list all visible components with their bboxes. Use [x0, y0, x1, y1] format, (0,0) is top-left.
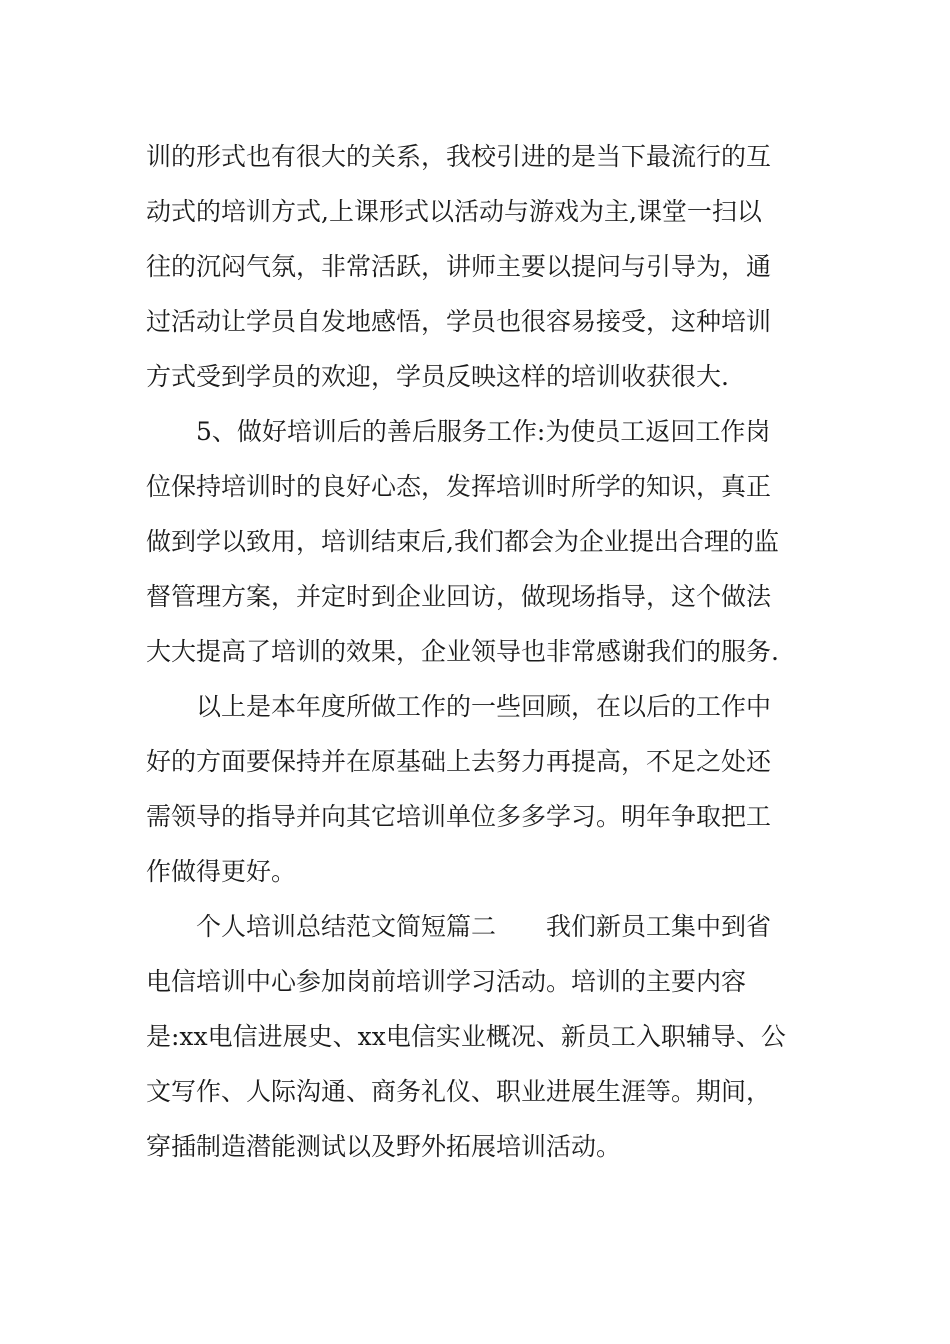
heading-line — [146, 899, 810, 954]
text-line: 做到学以致用，培训结束后,我们都会为企业提出合理的监 — [146, 527, 779, 556]
text-line: 穿插制造潜能测试以及野外拓展培训活动。 — [146, 1132, 622, 1161]
text-line: 训的形式也有很大的关系，我校引进的是当下最流行的互 — [146, 142, 772, 171]
text-line: 电信培训中心参加岗前培训学习活动。培训的主要内容 — [146, 967, 747, 996]
text-line: 以上是本年度所做工作的一些回顾，在以后的工作中 — [196, 692, 772, 721]
paragraph-3 — [146, 679, 810, 899]
text-line: 大大提高了培训的效果，企业领导也非常感谢我们的服务. — [146, 637, 779, 666]
text-line: 督管理方案，并定时到企业回访，做现场指导，这个做法 — [146, 582, 772, 611]
text-line: 作做得更好。 — [146, 857, 297, 886]
text-line: 好的方面要保持并在原基础上去努力再提高，不足之处还 — [146, 747, 772, 776]
text-line: 文写作、人际沟通、商务礼仪、职业进展生涯等。期间， — [146, 1077, 772, 1106]
text-line: 5、做好培训后的善后服务工作:为使员工返回工作岗 — [196, 417, 771, 446]
text-line: 方式受到学员的欢迎，学员反映这样的培训收获很大. — [146, 362, 729, 391]
text-line: 过活动让学员自发地感悟，学员也很容易接受，这种培训 — [146, 307, 772, 336]
text-line: 需领导的指导并向其它培训单位多多学习。明年争取把工 — [146, 802, 772, 831]
text-line: 动式的培训方式,上课形式以活动与游戏为主,课堂一扫以 — [146, 197, 762, 226]
text-line: 位保持培训时的良好心态，发挥培训时所学的知识，真正 — [146, 472, 772, 501]
document-body — [146, 129, 810, 1174]
text-line: 是:xx电信进展史、xx电信实业概况、新员工入职辅导、公 — [146, 1022, 786, 1051]
text-line: 往的沉闷气氛，非常活跃，讲师主要以提问与引导为，通 — [146, 252, 772, 281]
paragraph-4 — [146, 899, 810, 1174]
text-line-start: 我们新员工集中到省 — [546, 912, 772, 941]
paragraph-2 — [146, 404, 810, 679]
section-heading: 个人培训总结范文简短篇二 — [196, 912, 497, 941]
paragraph-1 — [146, 129, 810, 404]
